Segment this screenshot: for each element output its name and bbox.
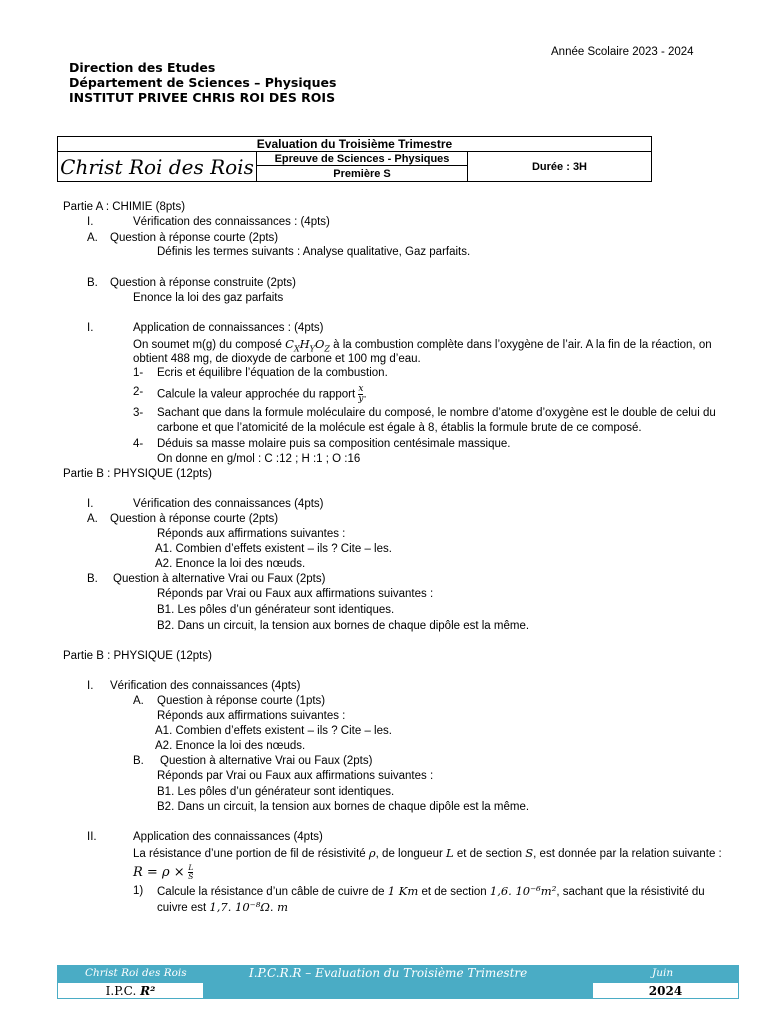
footer-ipc: I.P.C. [105,983,137,998]
title-table [57,136,652,182]
question-text: B1. Les pôles d’un générateur sont identiques. [157,786,395,798]
class-label: Première S [257,166,468,181]
section-heading: Application de connaissances : (4pts) [133,322,324,334]
footer-month: Juin [652,967,674,979]
resistance-formula [133,862,193,883]
paragraph-text: à la combustion complète dans l’oxygène de l’air. A la fin de la réaction, on [333,339,712,351]
fraction-l-over-s [188,864,193,881]
question-text: cuivre est [157,902,207,914]
partie-b-heading: Partie B : PHYSIQUE (12pts) [63,468,212,480]
paragraph-text: , est donnée par la relation suivante : [533,848,722,860]
question-text: A2. Enonce la loi des nœuds. [155,740,306,752]
question-text: A2. Enonce la loi des nœuds. [155,558,306,570]
section-number: I. [87,216,94,228]
page-footer [57,965,739,999]
section-number: I. [87,680,94,692]
subsection-letter: B. [87,277,98,289]
header-department: Département de Sciences – Physiques [69,75,337,90]
subsection-heading: Question à réponse courte (2pts) [110,513,279,525]
fraction-denominator: y [358,394,364,404]
question-text: Définis les termes suivants : Analyse qualitative, Gaz parfaits. [157,246,471,258]
fraction-x-over-y [358,385,363,404]
symbol-section: S [525,846,534,860]
section-heading: Vérification des connaissances (4pts) [110,680,301,692]
question-number: 1) [133,885,144,897]
question-line: Calcule la valeur approchée du rapport $\frac{x}{y}$ . [157,384,367,404]
evaluation-title: Evaluation du Troisième Trimestre [58,137,651,152]
compound-formula: $C_XH_YO_Z$ [285,337,330,354]
question-text: Calcule la résistance d’un câble de cuivre de [157,886,385,898]
fraction-numerator: L [188,863,194,873]
copper-resistivity: 1,7. 10⁻⁸Ω. m [209,900,289,914]
question-text: carbone et que l’atomicité de la molécule est égale à 8, établis la formule brute de ce composé. [157,422,642,434]
footer-ipc-r: R² [140,983,156,998]
footer-ipc-box [57,982,204,999]
school-year: Année Scolaire 2023 - 2024 [551,46,694,58]
section-heading: Application des connaissances (4pts) [133,831,323,843]
question-text: A1. Combien d’effets existent – ils ? Cite – les. [155,543,392,555]
epreuve-label: Epreuve de Sciences - Physiques [257,152,468,166]
footer-title: I.P.C.R.R – Evaluation du Troisième Trimestre [249,966,528,980]
question-text: Déduis sa masse molaire puis sa composition centésimale massique. [157,438,511,450]
duration-label: Durée : 3H [531,160,588,173]
paragraph-text: , de longueur [375,848,443,860]
school-name-script: Christ Roi des Rois [58,152,257,181]
subsection-heading: Question à réponse construite (2pts) [110,277,297,289]
subsection-heading: Question à alternative Vrai ou Faux (2pts) [113,573,326,585]
question-text: B1. Les pôles d’un générateur sont identiques. [157,604,395,616]
subsection-heading: Question à réponse courte (2pts) [110,232,279,244]
subsection-heading: Question à réponse courte (1pts) [157,695,326,707]
question-text: B2. Dans un circuit, la tension aux bornes de chaque dipôle est la même. [157,620,530,632]
subsection-letter: B. [133,755,144,767]
section-number: I. [87,322,94,334]
symbol-length: L [446,846,454,860]
partie-a-heading: Partie A : CHIMIE (8pts) [63,201,186,213]
paragraph-text: et de section [456,848,523,860]
section-heading: Vérification des connaissances (4pts) [133,498,324,510]
question-line [157,900,288,915]
subsection-heading: Question à alternative Vrai ou Faux (2pts) [160,755,373,767]
subsection-letter: A. [87,513,98,525]
footer-school: Christ Roi des Rois [85,967,187,979]
question-text: Ecris et équilibre l’équation de la combustion. [157,367,388,379]
question-text: B2. Dans un circuit, la tension aux bornes de chaque dipôle est la même. [157,801,530,813]
paragraph-text: On soumet m(g) du composé [133,339,282,351]
cable-length: 1 Km [387,884,419,898]
question-text: et de section [421,886,487,898]
question-number: 2- [133,386,144,398]
question-number: 1- [133,367,144,379]
question-number: 3- [133,407,144,419]
question-line [157,884,705,899]
question-text: Enonce la loi des gaz parfaits [133,292,284,304]
question-text: A1. Combien d’effets existent – ils ? Cite – les. [155,725,392,737]
header-institute: INSTITUT PRIVEE CHRIS ROI DES ROIS [69,90,336,105]
question-intro: Réponds par Vrai ou Faux aux affirmations suivantes : [157,588,434,600]
footer-year: 2024 [592,982,739,999]
question-text: , sachant que la résistivité du [556,886,705,898]
section-heading: Vérification des connaissances : (4pts) [133,216,330,228]
symbol-rho: ρ [368,846,376,860]
fraction-numerator: x [358,384,364,394]
formula-lhs: R = ρ × [133,865,185,880]
header-direction: Direction des Etudes [69,60,216,75]
question-intro: Réponds par Vrai ou Faux aux affirmations suivantes : [157,770,434,782]
question-number: 4- [133,438,144,450]
partie-b-heading: Partie B : PHYSIQUE (12pts) [63,650,212,662]
question-intro: Réponds aux affirmations suivantes : [157,710,346,722]
fraction-denominator: S [188,872,194,882]
question-text: Sachant que dans la formule moléculaire du composé, le nombre d’atome d’oxygène est le double de celui du [157,407,716,419]
section-number: I. [87,498,94,510]
paragraph-text: obtient 488 mg, de dioxyde de carbone et 100 mg d’eau. [133,353,421,365]
subsection-letter: B. [87,573,98,585]
question-text: Calcule la valeur approchée du rapport [157,388,356,401]
section-number: II. [87,831,97,843]
subsection-letter: A. [87,232,98,244]
question-intro: Réponds aux affirmations suivantes : [157,528,346,540]
subsection-letter: A. [133,695,144,707]
paragraph-text: La résistance d’une portion de fil de résistivité [133,848,366,860]
given-data: On donne en g/mol : C :12 ; H :1 ; O :16 [157,453,361,465]
paragraph-line [133,846,722,861]
cable-section: 1,6. 10⁻⁶m² [489,884,557,898]
